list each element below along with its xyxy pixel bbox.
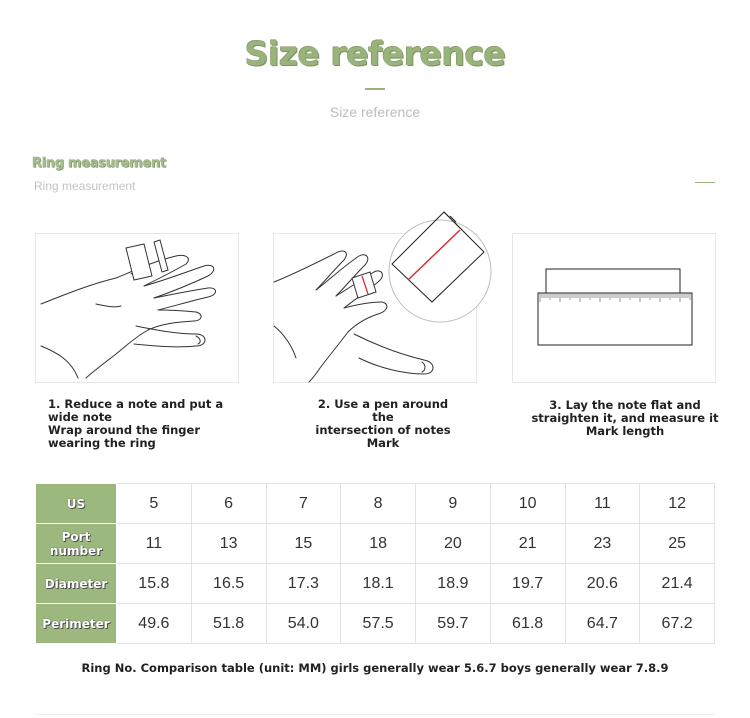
section-subtitle: Ring measurement bbox=[34, 179, 136, 193]
step-2-panel bbox=[273, 233, 477, 383]
size-table-cell: 12 bbox=[640, 484, 715, 524]
size-table-cell: 23 bbox=[565, 524, 640, 564]
size-table-cell: 8 bbox=[341, 484, 416, 524]
size-table-cell: 6 bbox=[191, 484, 266, 524]
size-table-footnote: Ring No. Comparison table (unit: MM) girls generally wear 5.6.7 boys generally wear 7.8.9 bbox=[81, 661, 669, 675]
step-1-panel bbox=[35, 233, 239, 383]
size-table-cell: 5 bbox=[117, 484, 192, 524]
size-table-cell: 64.7 bbox=[565, 604, 640, 644]
size-table-cell: 61.8 bbox=[490, 604, 565, 644]
bottom-divider bbox=[35, 714, 715, 715]
size-table-cell: 18 bbox=[341, 524, 416, 564]
step-3-caption: 3. Lay the note flat and straighten it, and measure it Mark length bbox=[531, 398, 719, 438]
size-table-row-label: Perimeter bbox=[36, 604, 117, 644]
size-table-cell: 51.8 bbox=[191, 604, 266, 644]
size-table-cell: 11 bbox=[565, 484, 640, 524]
size-table-cell: 20 bbox=[416, 524, 491, 564]
step-1-caption: 1. Reduce a note and put a wide note Wrap around the finger wearing the ring bbox=[48, 397, 224, 450]
page-title: Size reference bbox=[244, 34, 506, 73]
size-table-cell: 16.5 bbox=[191, 564, 266, 604]
size-table-cell: 15.8 bbox=[117, 564, 192, 604]
hand-mark-note-illustration bbox=[274, 234, 476, 382]
ruler-measure-illustration bbox=[513, 234, 715, 382]
size-table-cell: 57.5 bbox=[341, 604, 416, 644]
title-divider bbox=[365, 88, 385, 90]
step-3-panel bbox=[512, 233, 716, 383]
size-table-cell: 25 bbox=[640, 524, 715, 564]
step-2-caption: 2. Use a pen around the intersection of notes Mark bbox=[315, 397, 451, 450]
section-title: Ring measurement bbox=[32, 156, 166, 171]
size-table-row bbox=[36, 484, 715, 524]
size-table-cell: 59.7 bbox=[416, 604, 491, 644]
size-table-cell: 15 bbox=[266, 524, 341, 564]
size-table-cell: 54.0 bbox=[266, 604, 341, 644]
size-table-row-label: Port number bbox=[36, 524, 117, 564]
size-table-cell: 67.2 bbox=[640, 604, 715, 644]
size-table-cell: 17.3 bbox=[266, 564, 341, 604]
size-table-row bbox=[36, 564, 715, 604]
size-table-cell: 18.9 bbox=[416, 564, 491, 604]
size-table-row bbox=[36, 524, 715, 564]
size-table-cell: 7 bbox=[266, 484, 341, 524]
section-divider bbox=[695, 182, 715, 183]
hand-wrap-note-illustration bbox=[36, 234, 238, 382]
size-table-cell: 13 bbox=[191, 524, 266, 564]
size-table-cell: 11 bbox=[117, 524, 192, 564]
size-table-cell: 21.4 bbox=[640, 564, 715, 604]
size-table-cell: 18.1 bbox=[341, 564, 416, 604]
size-table-row-label: Diameter bbox=[36, 564, 117, 604]
size-table-cell: 49.6 bbox=[117, 604, 192, 644]
page-subtitle: Size reference bbox=[329, 104, 421, 120]
size-table-row-label: US bbox=[36, 484, 117, 524]
size-table-cell: 19.7 bbox=[490, 564, 565, 604]
size-table-cell: 20.6 bbox=[565, 564, 640, 604]
ring-size-table bbox=[35, 483, 715, 644]
size-table-row bbox=[36, 604, 715, 644]
size-table-cell: 21 bbox=[490, 524, 565, 564]
size-table-cell: 10 bbox=[490, 484, 565, 524]
size-table-cell: 9 bbox=[416, 484, 491, 524]
